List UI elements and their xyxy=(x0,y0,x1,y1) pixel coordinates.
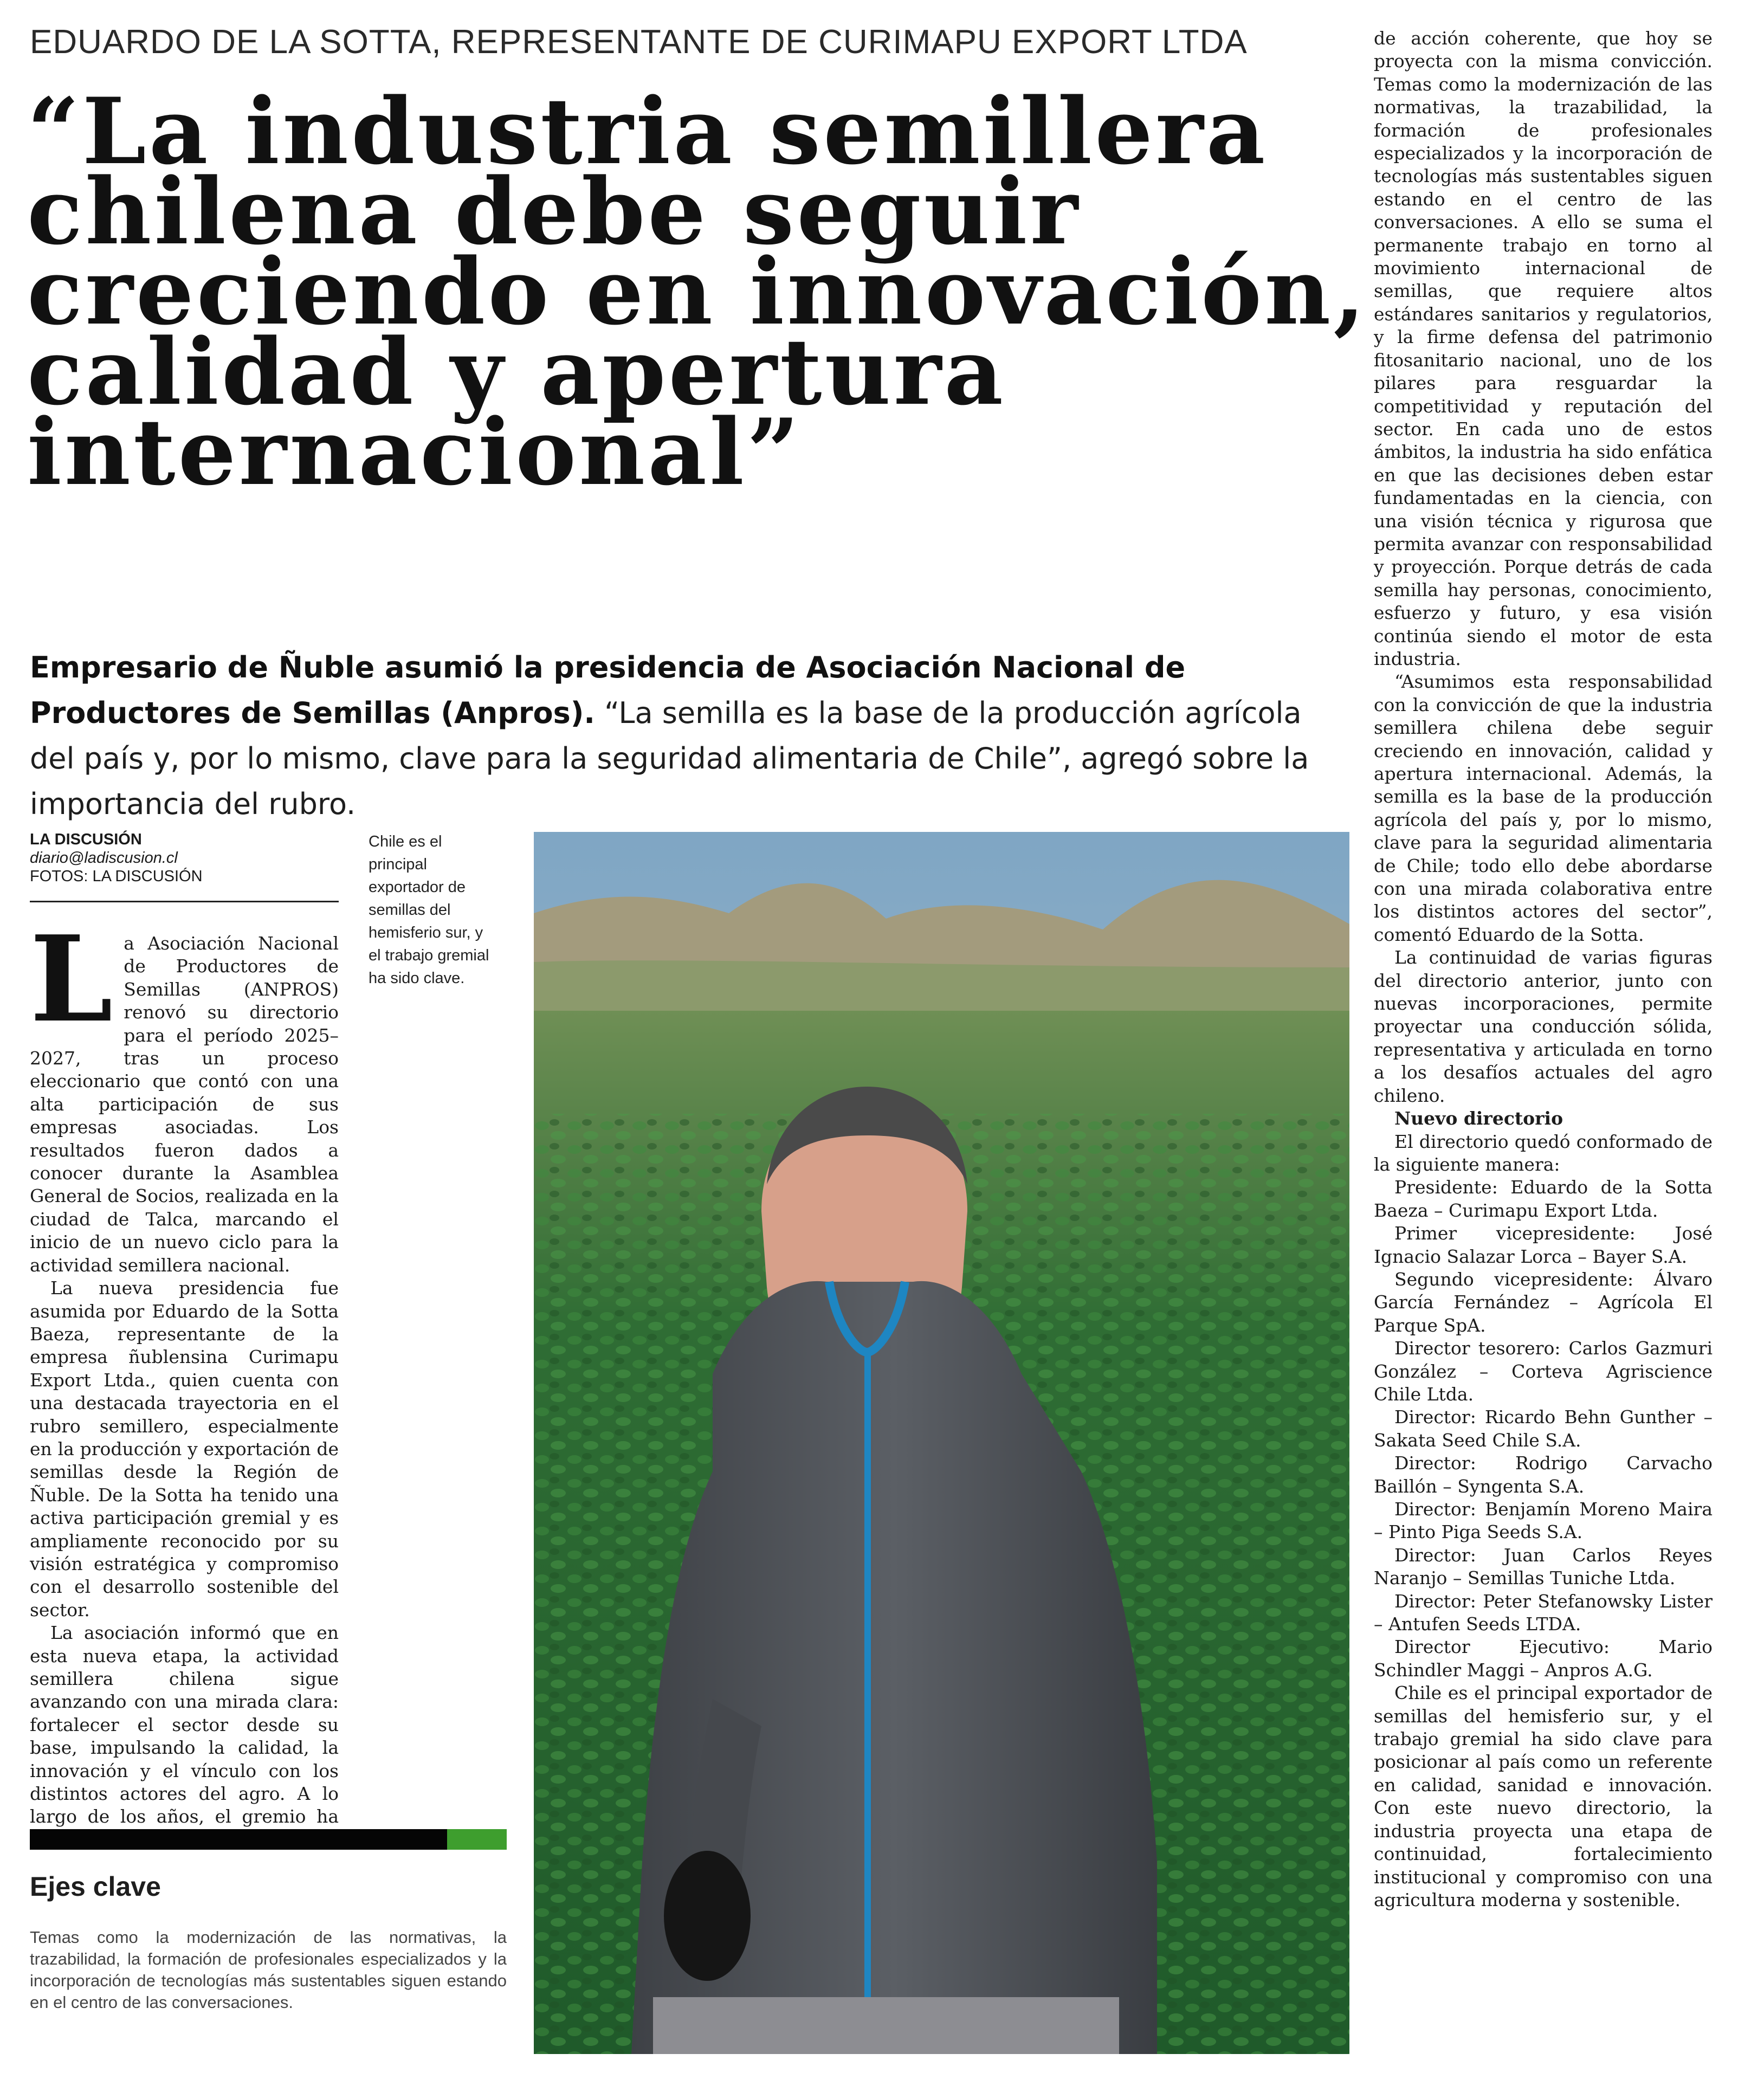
body-right-column xyxy=(1374,27,1713,2054)
member-item: Segundo vicepresidente: Álvaro García Fernández – Agrícola El Parque SpA. xyxy=(1374,1268,1713,1336)
sidebar-bar-black xyxy=(30,1829,447,1850)
byline-email[interactable]: diario@ladiscusion.cl xyxy=(30,849,178,867)
paragraph: a Asociación Nacional de Productores de Semillas (ANPROS) renovó su directorio para el período 2025–2027, tras un proceso eleccionario que contó con una alta participación de sus empresas asociadas. Los resultados fueron dados a conocer durante la Asamblea General de Socios, realizada en la ciudad de Talca, marcando el inicio de un nuevo ciclo para la actividad semillera nacional. xyxy=(30,933,339,1276)
member-item: Presidente: Eduardo de la Sotta Baeza – Curimapu Export Ltda. xyxy=(1374,1177,1713,1221)
headline-line: creciendo en innovación, xyxy=(27,238,1368,345)
paragraph: La continuidad de varias figuras del directorio anterior, junto con nuevas incorporaciones, permite proyectar una conducción sólida, representativa y articulada en torno a los desafíos actuales del agro chileno. xyxy=(1374,947,1713,1106)
member-item: Director tesorero: Carlos Gazmuri González – Corteva Agriscience Chile Ltda. xyxy=(1374,1338,1713,1405)
portrait-photo xyxy=(534,832,1349,2054)
subhead-nuevo-directorio: Nuevo directorio xyxy=(1394,1108,1563,1129)
member-item: Director: Benjamín Moreno Maira – Pinto Piga Seeds S.A. xyxy=(1374,1499,1713,1543)
byline-divider xyxy=(30,901,339,902)
quote-paragraph: “Asumimos esta responsabilidad con la convicción de que la industria semillera chilena debe seguir creciendo en innovación, calidad y apertura internacional. Además, la semilla es la base de la producción agrícola del país y, por lo mismo, clave para la seguridad alimentaria de Chile; todo ello debe abordarse con una mirada colaborativa entre los distintos actores del sector”, comentó Eduardo de la Sotta. xyxy=(1374,671,1713,945)
lead-paragraph xyxy=(30,645,1330,827)
byline-name: LA DISCUSIÓN xyxy=(30,831,142,848)
member-item: Primer vicepresidente: José Ignacio Salazar Lorca – Bayer S.A. xyxy=(1374,1223,1713,1267)
headline-line: calidad y apertura xyxy=(27,318,1006,425)
headline-line: internacional” xyxy=(27,398,802,506)
paragraph: Chile es el principal exportador de semillas del hemisferio sur, y el trabajo gremial ha sido clave para posicionar al país como un referente en calidad, sanidad e innovación. Con este nuevo directorio, la industria proyecta una etapa de continuidad, fortalecimiento institucional y compromiso con una agricultura moderna y sostenible. xyxy=(1374,1682,1713,1910)
headline xyxy=(27,78,1368,506)
paragraph: de acción coherente, que hoy se proyecta con la misma convicción. Temas como la modernización de las normativas, la trazabilidad, la formación de profesionales especializados y la incorporación de tecnologías más sustentables siguen estando en el centro de las conversaciones. A ello se suma el permanente trabajo en torno al movimiento internacional de semillas, que requiere altos estándares sanitarios y regulatorios, y la firme defensa del patrimonio fitosanitario nacional, uno de los pilares para resguardar la competitividad y reputación del sector. En cada uno de estos ámbitos, la industria ha sido enfática en que las decisiones deben estar fundamentadas en la ciencia, con una visión técnica y rigurosa que permita avanzar con responsabilidad y proyección. Porque detrás de cada semilla hay personas, conocimiento, esfuerzo y futuro, y esa visión continúa siendo el motor de esta industria. xyxy=(1374,28,1713,669)
member-item: Director: Peter Stefanowsky Lister – Antufen Seeds LTDA. xyxy=(1374,1590,1713,1635)
photo-illustration xyxy=(534,832,1349,2054)
drop-cap: L xyxy=(30,910,113,1049)
headline-line: “La industria semillera xyxy=(27,78,1268,185)
sidebar-text: Temas como la modernización de las normativas, la trazabilidad, la formación de profesionales especializados y la incorporación de tecnologías más sustentables siguen estando en el centro de las conversaciones. xyxy=(30,1928,507,2012)
lead-rest: “La semilla es la base de la producción agrícola del país y, por lo mismo, clave para la seguridad alimentaria de Chile”, agregó sobre la importancia del rubro. xyxy=(30,696,1309,821)
paragraph: La nueva presidencia fue asumida por Eduardo de la Sotta Baeza, representante de la empresa ñublensina Curimapu Export Ltda., quien cuenta con una destacada trayectoria en el rubro semillero, especialmente en la producción y exportación de semillas desde la Región de Ñuble. De la Sotta ha tenido una activa participación gremial y es ampliamente reconocido por su visión estratégica y compromiso con el desarrollo sostenible del sector. xyxy=(30,1277,339,1620)
paragraph: La asociación informó que en esta nueva etapa, la actividad semillera chilena sigue avanzando con una mirada clara: fortalecer el sector desde su base, impulsando la calidad, la innovación y el vínculo con los distintos actores del agro. A lo largo de los años, el gremio ha xyxy=(30,1622,339,1827)
kicker: EDUARDO DE LA SOTTA, REPRESENTANTE DE CURIMAPU EXPORT LTDA xyxy=(30,23,1248,61)
byline-photos: FOTOS: LA DISCUSIÓN xyxy=(30,868,203,885)
photo-caption: Chile es el principal exportador de semillas del hemisferio sur, y el trabajo gremial ha sido clave. xyxy=(369,833,489,987)
sidebar-title: Ejes clave xyxy=(30,1871,161,1902)
body-left-column xyxy=(30,910,339,1827)
lead-bold: Empresario de Ñuble asumió la presidencia de Asociación Nacional de Productores de Semillas (Anpros). xyxy=(30,650,1186,730)
headline-line: chilena debe seguir xyxy=(27,158,1081,265)
sidebar-bar-green xyxy=(447,1829,507,1850)
paragraph: El directorio quedó conformado de la siguiente manera: xyxy=(1374,1131,1713,1175)
member-item: Director Ejecutivo: Mario Schindler Maggi – Anpros A.G. xyxy=(1374,1636,1713,1681)
member-item: Director: Rodrigo Carvacho Baillón – Syngenta S.A. xyxy=(1374,1452,1713,1497)
member-item: Director: Ricardo Behn Gunther – Sakata Seed Chile S.A. xyxy=(1374,1406,1713,1451)
byline xyxy=(30,830,339,886)
member-item: Director: Juan Carlos Reyes Naranjo – Semillas Tuniche Ltda. xyxy=(1374,1544,1713,1589)
